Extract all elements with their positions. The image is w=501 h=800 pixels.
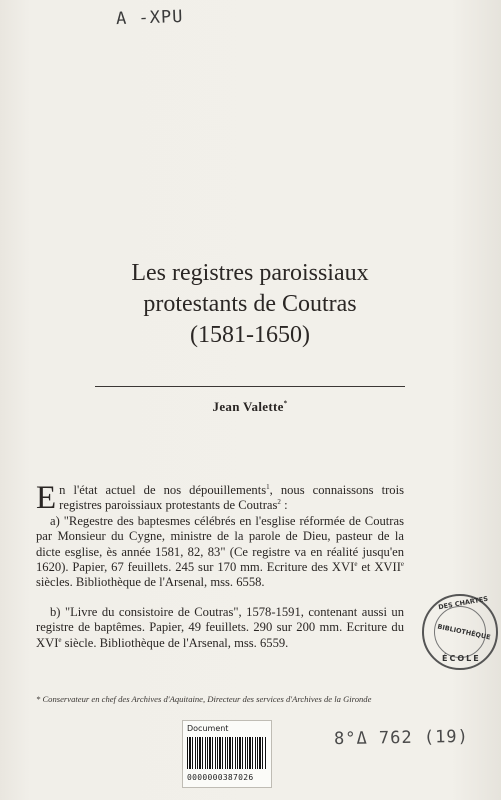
- body-text: [36, 480, 404, 651]
- barcode: [187, 737, 267, 769]
- label-title: Document: [187, 724, 229, 733]
- title-rule: [95, 386, 405, 387]
- author-line: [95, 399, 405, 415]
- barcode-number: 0000000387026: [187, 773, 254, 782]
- stamp-text-middle: BIBLIOTHÈQUE: [436, 622, 492, 642]
- handwritten-shelfmark: 8°Δ 762 (19): [333, 726, 469, 750]
- drop-cap: E: [36, 480, 57, 516]
- paragraph-register-a: a) "Regestre des baptesmes célébrés en l'esglise réformée de Coutras par Monsieur du Cygne, ministre de la parole de Dieu, pasteur de la dicte esglise, ès année 1581, 82, 83" (Ce registre va en réalité jusqu'en 1620). Papier, 67 feuillets. 245 sur 170 mm. Ecriture des XVIe et XVIIe siècles. Bibliothèque de l'Arsenal, mss. 6558.: [36, 513, 404, 590]
- library-stamp: [422, 594, 498, 670]
- title-line-1: Les registres paroissiaux: [131, 260, 369, 286]
- author-name: Jean Valette: [212, 399, 284, 414]
- paragraph-register-b: b) "Livre du consistoire de Coutras", 1578-1591, contenant aussi un registre de baptêmes. Papier, 49 feuillets. 290 sur 200 mm. Ecriture du XVIe siècle. Bibliothèque de l'Arsenal, mss. 6559.: [36, 604, 404, 650]
- stamp-text-top: DES CHARTES: [437, 594, 489, 612]
- document-barcode-label: [182, 720, 272, 788]
- footnote: * Conservateur en chef des Archives d'Aquitaine, Directeur des services d'Archives de la Gironde: [36, 694, 372, 704]
- title-line-2: protestants de Coutras: [143, 291, 357, 317]
- handwritten-note: A -XPU: [115, 6, 184, 30]
- author-footnote-mark: *: [283, 399, 288, 408]
- title-line-3: (1581-1650): [190, 322, 310, 348]
- paragraph-intro: En l'état actuel de nos dépouillements$^1$, nous connaissons trois registres paroissiaux protestants de Coutras$^2$ :: [36, 480, 404, 516]
- article-title: [60, 258, 440, 351]
- stamp-text-side: ÉCOLE: [442, 654, 481, 663]
